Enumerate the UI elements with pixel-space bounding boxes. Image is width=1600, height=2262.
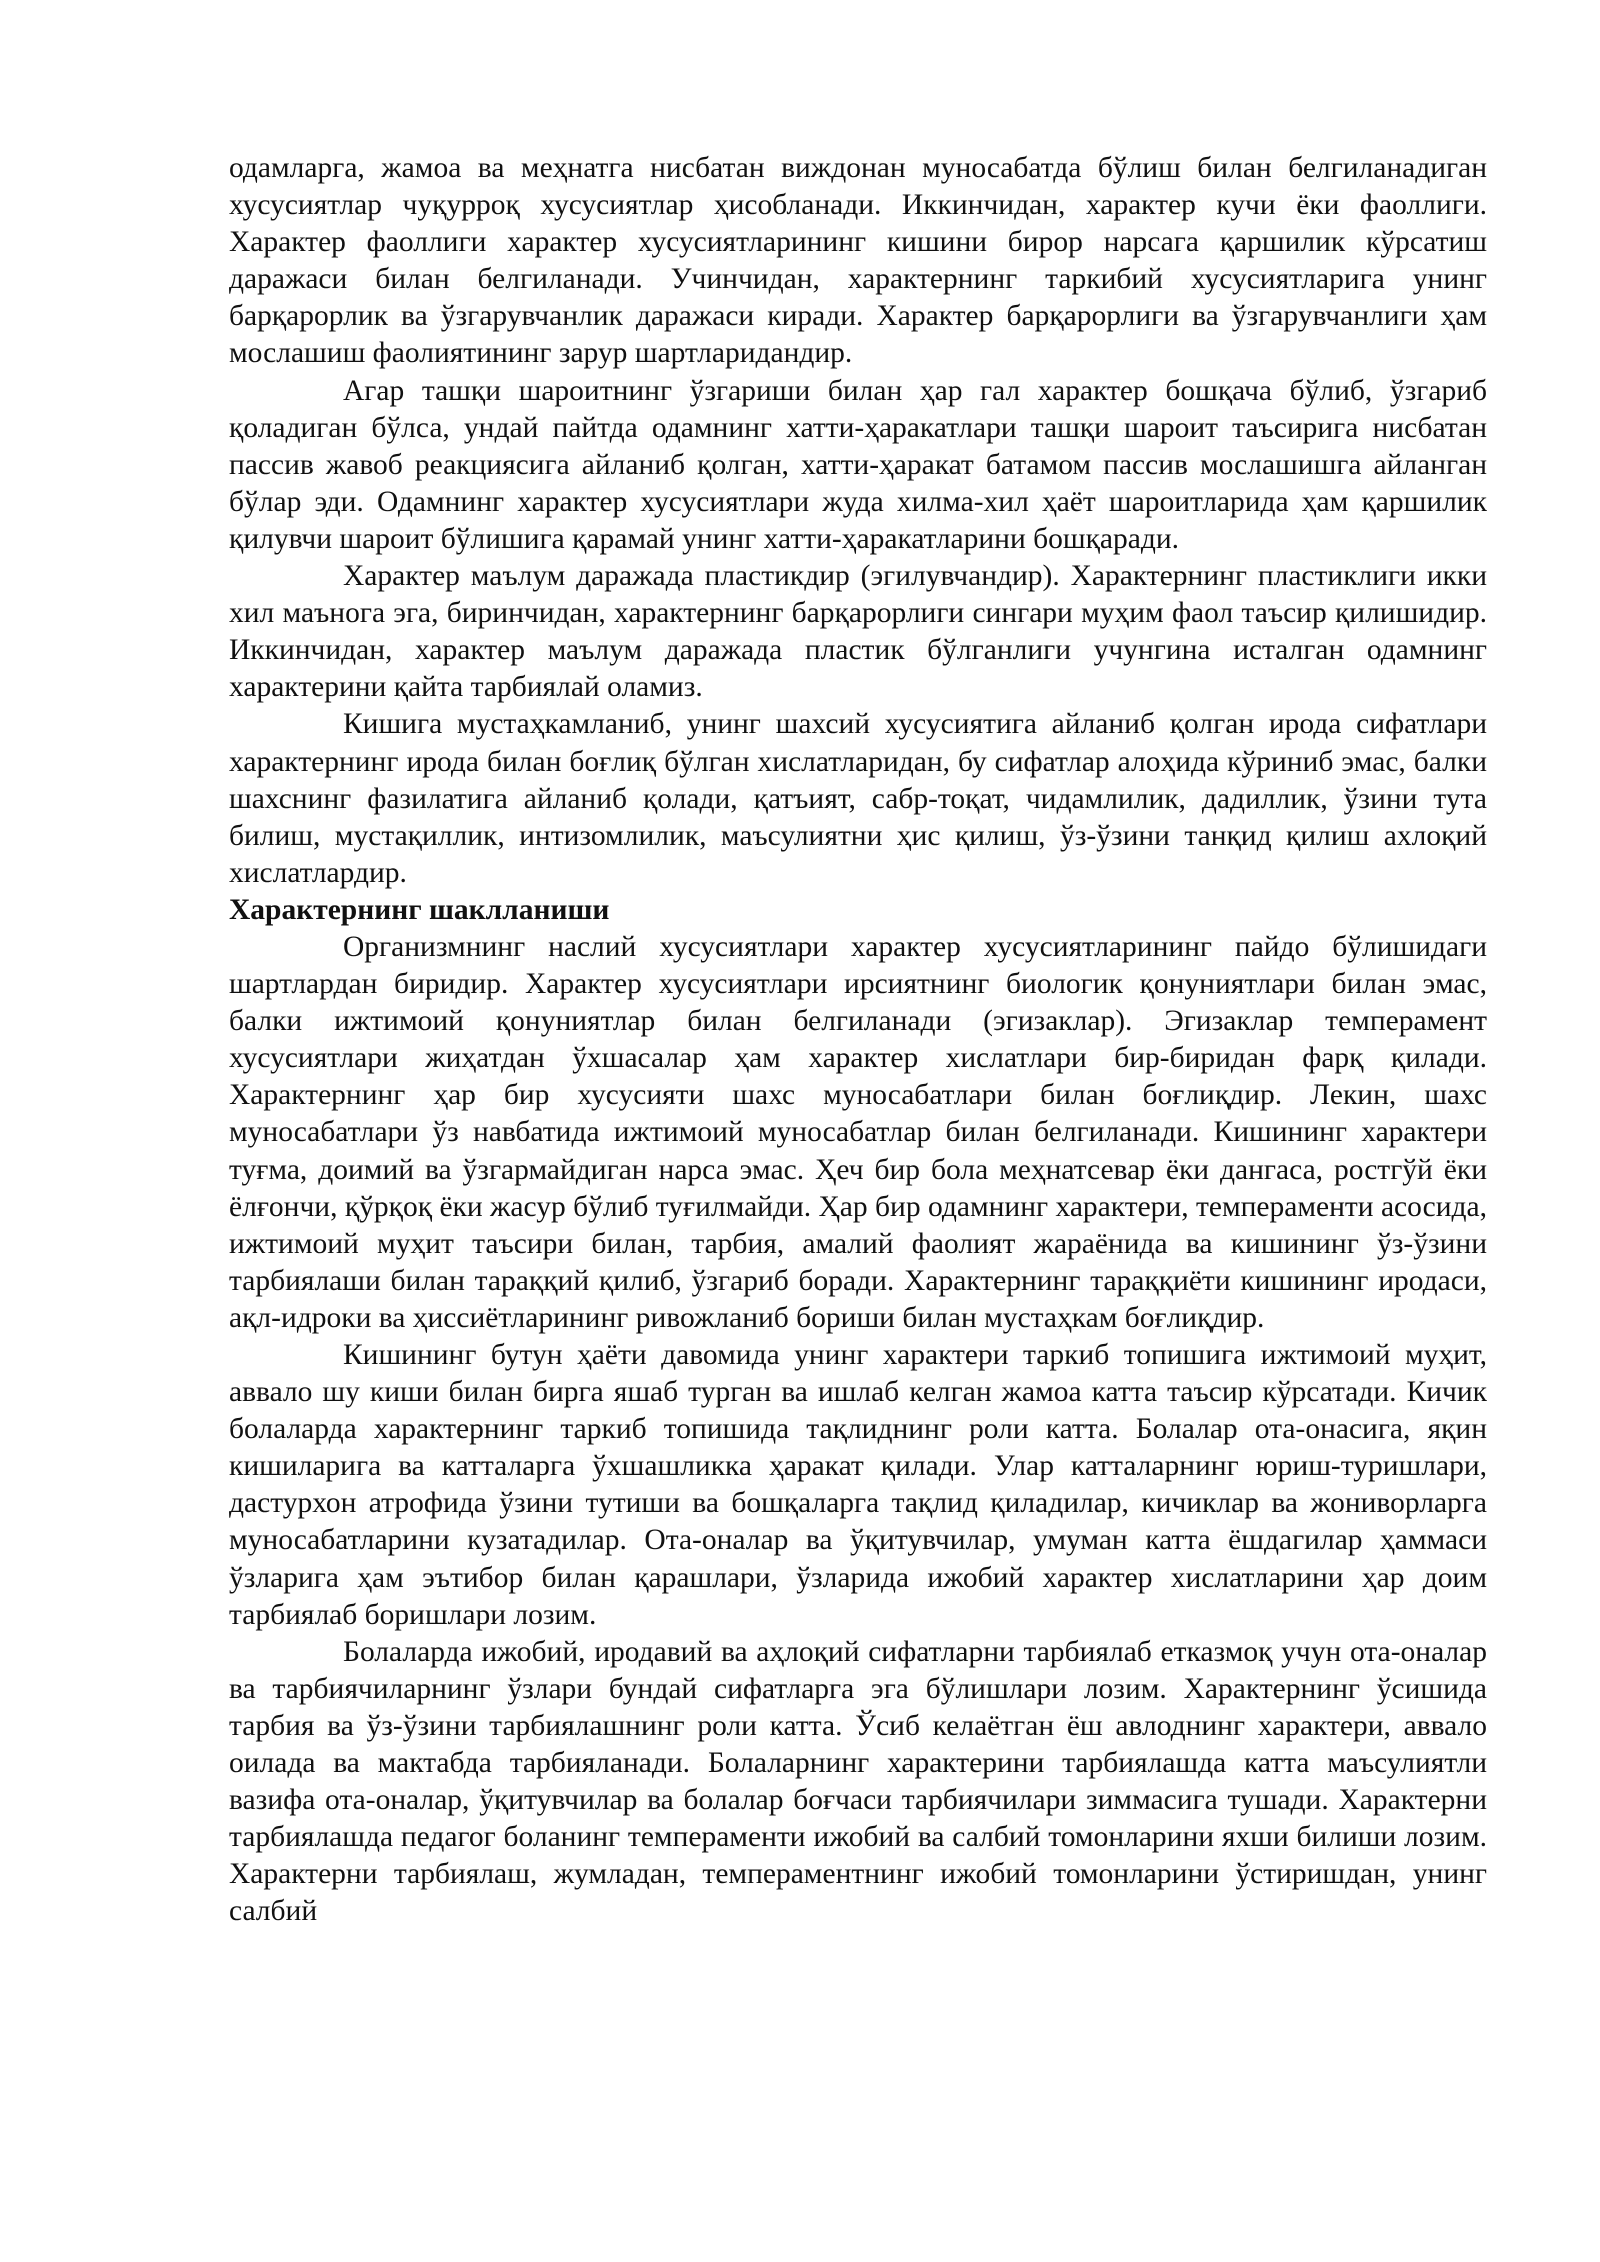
paragraph-7: Болаларда ижобий, иродавий ва аҳлоқий сифатларни тарбиялаб етказмоқ учун ота-оналар ва тарбиячиларнинг ўзлари бундай сифатларга эга бўлишлари лозим. Характернинг ўсишида тарбия ва ўз-ўзини тарбиялашнинг роли катта. Ўсиб келаётган ёш авлоднинг характери, аввало оилада ва мактабда тарбияланади. Болаларнинг характерини тарбиялашда катта маъсулиятли вазифа ота-оналар, ўқитувчилар ва болалар боғчаси тарбиячилари зиммасига тушади. Характерни тарбиялашда педагог боланинг темпераменти ижобий ва салбий томонларини яхши билиши лозим. Характерни тарбиялаш, жумладан, темпераментнинг ижобий томонларини ўстиришдан, унинг салбий	[229, 1635, 1487, 1928]
paragraph-4: Кишига мустаҳкамланиб, унинг шахсий хусусиятига айланиб қолган ирода сифатлари характернинг ирода билан боғлиқ бўлган хислатларидан, бу сифатлар алоҳида кўриниб эмас, балки шахснинг фазилатига айланиб қолади, қатъият, сабр-тоқат, чидамлилик, дадиллик, ўзини тута билиш, мустақиллик, интизомлилик, маъсулиятни ҳис қилиш, ўз-ўзини танқид қилиш ахлоқий хислатлардир.	[229, 708, 1487, 889]
paragraph-5: Организмнинг наслий хусусиятлари характер хусусиятларининг пайдо бўлишидаги шартлардан биридир. Характер хусусиятлари ирсиятнинг биологик қонуниятлари билан эмас, балки ижтимоий қонуниятлар билан белгиланади (эгизаклар). Эгизаклар темперамент хусусиятлари жиҳатдан ўхшасалар ҳам характер хислатлари бир-биридан фарқ қилади. Характернинг ҳар бир хусусияти шахс муносабатлари билан боғлиқдир. Лекин, шахс муносабатлари ўз навбатида ижтимоий муносабатлар билан белгиланади. Кишининг характери туғма, доимий ва ўзгармайдиган нарса эмас. Ҳеч бир бола меҳнатсевар ёки дангаса, ростгўй ёки ёлғончи, қўрқоқ ёки жасур бўлиб туғилмайди. Ҳар бир одамнинг характери, темпераменти асосида, ижтимоий муҳит таъсири билан, тарбия, амалий фаолият жараёнида ва кишининг ўз-ўзини тарбиялаши билан тараққий қилиб, ўзгариб боради. Характернинг тараққиёти кишининг иродаси, ақл-идроки ва ҳиссиётларининг ривожланиб бориши билан мустаҳкам боғлиқдир.	[229, 930, 1487, 1334]
paragraph-2: Агар ташқи шароитнинг ўзгариши билан ҳар гал характер бошқача бўлиб, ўзгариб қоладиган бўлса, ундай пайтда одамнинг хатти-ҳаракатлари ташқи шароит таъсирига нисбатан пассив жавоб реакциясига айланиб қолган, хатти-ҳаракат батамом пассив мослашишга айланган бўлар эди. Одамнинг характер хусусиятлари жуда хилма-хил ҳаёт шароитларида ҳам қаршилик қилувчи шароит бўлишига қарамай унинг хатти-ҳаракатларини бошқаради.	[229, 374, 1487, 555]
section-heading: Характернинг шаклланиши	[229, 893, 610, 926]
paragraph-1: одамларга, жамоа ва меҳнатга нисбатан виждонан муносабатда бўлиш билан белгиланадиган хусусиятлар чуқурроқ хусусиятлар ҳисобланади. Иккинчидан, характер кучи ёки фаоллиги. Характер фаоллиги характер хусусиятларининг кишини бирор нарсага қаршилик кўрсатиш даражаси билан белгиланади. Учинчидан, характернинг таркибий хусусиятларига унинг барқарорлик ва ўзгарувчанлик даражаси киради. Характер барқарорлиги ва ўзгарувчанлиги ҳам мослашиш фаолиятининг зарур шартларидандир.	[229, 152, 1487, 370]
paragraph-6: Кишининг бутун ҳаёти давомида унинг характери таркиб топишига ижтимоий муҳит, аввало шу киши билан бирга яшаб турган ва ишлаб келган жамоа катта таъсир кўрсатади. Кичик болаларда характернинг таркиб топишида тақлиднинг роли катта. Болалар ота-онасига, яқин кишиларига ва катталарга ўхшашликка ҳаракат қилади. Улар катталарнинг юриш-туришлари, дастурхон атрофида ўзини тутиши ва бошқаларга тақлид қиладилар, кичиклар ва жониворларга муносабатларини кузатадилар. Ота-оналар ва ўқитувчилар, умуман катта ёшдагилар ҳаммаси ўзларига ҳам эътибор билан қарашлари, ўзларида ижобий характер хислатларини ҳар доим тарбиялаб боришлари лозим.	[229, 1339, 1487, 1631]
document-page	[229, 150, 1487, 1931]
paragraph-3: Характер маълум даражада пластикдир (эгилувчандир). Характернинг пластиклиги икки хил маънога эга, биринчидан, характернинг барқарорлиги сингари муҳим фаол таъсир қилишидир. Иккинчидан, характер маълум даражада пластик бўлганлиги учунгина исталган одамнинг характерини қайта тарбиялай оламиз.	[229, 560, 1487, 704]
